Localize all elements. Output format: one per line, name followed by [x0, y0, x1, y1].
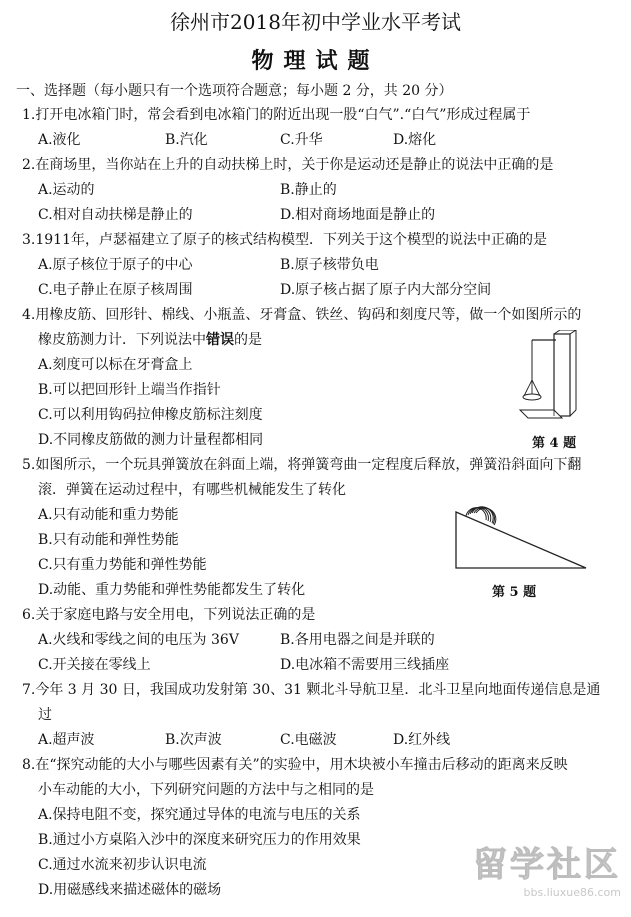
option-a: A.液化	[38, 132, 81, 148]
option-a: A.运动的	[38, 182, 95, 198]
option-d: D.用磁感线来描述磁体的磁场	[38, 882, 222, 898]
option-b: B.原子核带负电	[280, 257, 379, 273]
option-c: C.相对自动扶梯是静止的	[38, 207, 193, 223]
option-d: D.红外线	[393, 732, 451, 748]
question-text-line2: 小车动能的大小，下列研究问题的方法中与之相同的是	[38, 782, 374, 798]
option-a: A.刻度可以标在牙膏盒上	[38, 357, 193, 373]
option-a: A.只有动能和重力势能	[38, 507, 179, 523]
question-text: 7.今年 3 月 30 日，我国成功发射第 30、31 颗北斗导航卫星．北斗卫星向地面传递信息是通	[22, 682, 601, 698]
option-d: D.不同橡皮筋做的测力计量程都相同	[38, 432, 264, 448]
option-b: B.汽化	[165, 132, 208, 148]
emphasis-word: 错误	[206, 332, 234, 348]
option-c: C.电磁波	[280, 732, 337, 748]
question-text: 1.打开电冰箱门时，常会看到电冰箱门的附近出现一股“白气”.“白气”形成过程属于	[22, 107, 531, 123]
option-b: B.次声波	[165, 732, 222, 748]
question-text-line2	[38, 331, 262, 349]
question-text: 2.在商场里，当你站在上升的自动扶梯上时，关于你是运动还是静止的说法中正确的是	[22, 157, 554, 173]
option-d: D.动能、重力势能和弹性势能都发生了转化	[38, 582, 306, 598]
exam-subtitle: 物理试题	[251, 48, 380, 74]
option-a: A.原子核位于原子的中心	[38, 257, 193, 273]
option-b: B.各用电器之间是并联的	[280, 632, 435, 648]
option-d: D.相对商场地面是静止的	[280, 207, 436, 223]
option-d: D.原子核占据了原子内大部分空间	[280, 282, 492, 298]
question-text-line2: 过	[38, 707, 52, 723]
watermark-url: bbs.liuxue86.com	[523, 886, 621, 899]
figure-caption: 第 5 题	[492, 585, 537, 600]
question-text: 3.1911年，卢瑟福建立了原子的核式结构模型．下列关于这个模型的说法中正确的是	[22, 232, 547, 248]
question-text: 4.用橡皮筋、回形针、棉线、小瓶盖、牙膏盒、铁丝、钩码和刻度尺等，做一个如图所示的	[22, 307, 582, 323]
watermark-brand: 留学社区	[473, 845, 621, 885]
option-c: C.通过水流来初步认识电流	[38, 857, 207, 873]
option-a: A.火线和零线之间的电压为 36V	[38, 632, 239, 648]
section-heading: 一、选择题（每小题只有一个选项符合题意；每小题 2 分，共 20 分）	[16, 83, 453, 99]
exam-title: 徐州市2018年初中学业水平考试	[170, 10, 461, 34]
option-d: D.电冰箱不需要用三线插座	[280, 657, 450, 673]
option-b: B.只有动能和弹性势能	[38, 532, 179, 548]
option-c: C.可以利用钩码拉伸橡皮筋标注刻度	[38, 407, 263, 423]
option-d: D.熔化	[393, 132, 437, 148]
option-a: A.保持电阻不变，探究通过导体的电流与电压的关系	[38, 807, 361, 823]
question-text: 5.如图所示，一个玩具弹簧放在斜面上端，将弹簧弯曲一定程度后释放，弹簧沿斜面向下翻	[22, 457, 582, 473]
text-suffix: 的是	[234, 332, 262, 348]
option-c: C.开关接在零线上	[38, 657, 151, 673]
option-c: C.升华	[280, 132, 323, 148]
option-c: C.只有重力势能和弹性势能	[38, 557, 207, 573]
option-b: B.可以把回形针上端当作指针	[38, 382, 221, 398]
option-b: B.静止的	[280, 182, 337, 198]
figure-caption: 第 4 题	[532, 436, 577, 451]
watermark	[473, 837, 621, 899]
question-text: 8.在“探究动能的大小与哪些因素有关”的实验中，用木块被小车撞击后移动的距离来反映	[22, 757, 568, 773]
option-c: C.电子静止在原子核周围	[38, 282, 193, 298]
option-a: A.超声波	[38, 732, 95, 748]
text-prefix: 橡皮筋测力计．下列说法中	[38, 332, 206, 348]
question-text-line2: 滚．弹簧在运动过程中，有哪些机械能发生了转化	[38, 482, 346, 498]
option-b: B.通过小方桌陷入沙中的深度来研究压力的作用效果	[38, 832, 361, 848]
incline-spring-figure	[452, 498, 592, 572]
question-text: 6.关于家庭电路与安全用电，下列说法正确的是	[22, 607, 316, 623]
spring-scale-figure	[518, 330, 584, 422]
